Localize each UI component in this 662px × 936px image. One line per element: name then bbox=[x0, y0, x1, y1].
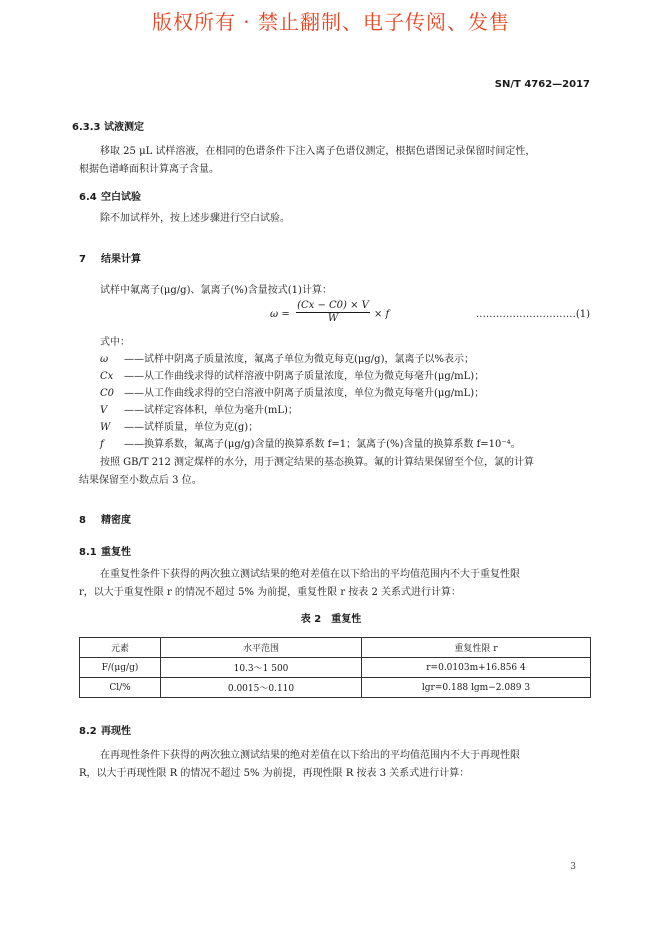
repeatability-table bbox=[79, 637, 591, 698]
variable-description: ——试样定容体积，单位为毫升(mL)； bbox=[124, 405, 298, 416]
formula-denominator: W bbox=[327, 313, 339, 324]
section-number: 8.1 bbox=[79, 547, 97, 558]
table-cell: r=0.0103m+16.856 4 bbox=[362, 658, 591, 678]
paragraph-line: 移取 25 μL 试样溶液，在相同的色谱条件下注入离子色谱仪测定，根据色谱图记录保留时间定性， bbox=[100, 146, 536, 157]
section-number: 7 bbox=[79, 254, 86, 265]
section-title: 重复性 bbox=[101, 547, 131, 558]
table-header-cell: 水平范围 bbox=[161, 638, 362, 658]
table-cell: 10.3～1 500 bbox=[161, 658, 362, 678]
table-row bbox=[80, 658, 591, 678]
variable-symbol: ω bbox=[100, 354, 109, 365]
section-8-heading bbox=[79, 511, 131, 526]
section-6-4-heading bbox=[79, 188, 141, 203]
table-row bbox=[80, 678, 591, 698]
where-label: 式中： bbox=[100, 337, 130, 348]
section-number: 8 bbox=[79, 515, 86, 526]
page-number: 3 bbox=[570, 862, 576, 872]
section-8-2-heading bbox=[79, 722, 131, 737]
paragraph-line: 按照 GB/T 212 测定煤样的水分，用于测定结果的基态换算。氟的计算结果保留至个位，氯的计算 bbox=[100, 457, 534, 468]
section-title: 试液测定 bbox=[104, 122, 144, 133]
formula-rhs: × f bbox=[374, 309, 390, 320]
variable-description: ——试样中阴离子质量浓度，氟离子单位为微克每克(μg/g)，氯离子以%表示； bbox=[124, 354, 474, 365]
section-title: 空白试验 bbox=[101, 192, 141, 203]
section-7-heading bbox=[79, 250, 141, 265]
section-number: 6.4 bbox=[79, 192, 97, 203]
paragraph-line: r，以大于重复性限 r 的情况不超过 5% 为前提，重复性限 r 按表 2 关系式进行计算： bbox=[79, 587, 461, 598]
variable-description: ——从工作曲线求得的空白溶液中阴离子质量浓度，单位为微克每毫升(μg/mL)； bbox=[124, 388, 485, 399]
section-title: 再现性 bbox=[101, 726, 131, 737]
variable-description: ——试样质量，单位为克(g)； bbox=[124, 422, 259, 433]
table-cell: Cl/% bbox=[80, 678, 161, 698]
section-8-1-heading bbox=[79, 543, 131, 558]
paragraph-line: 结果保留至小数点后 3 位。 bbox=[79, 475, 202, 486]
table-cell: F/(μg/g) bbox=[80, 658, 161, 678]
variable-symbol: C0 bbox=[100, 388, 115, 399]
watermark: 版权所有 · 禁止翻制、电子传阅、发售 bbox=[151, 10, 511, 34]
table-cell: 0.0015～0.110 bbox=[161, 678, 362, 698]
paragraph-line: 在重复性条件下获得的两次独立测试结果的绝对差值在以下给出的平均值范围内不大于重复性限 bbox=[100, 569, 520, 580]
formula-fraction bbox=[296, 300, 370, 324]
variable-description: ——从工作曲线求得的试样溶液中阴离子质量浓度，单位为微克每毫升(μg/mL)； bbox=[124, 371, 485, 382]
formula-numerator: (Cx − C0) × V bbox=[297, 300, 369, 311]
variable-symbol: V bbox=[100, 405, 108, 416]
table-cell: lgr=0.188 lgm−2.089 3 bbox=[362, 678, 591, 698]
variable-row bbox=[100, 435, 521, 454]
formula-lhs: ω = bbox=[270, 309, 290, 320]
equation-label: …………………………(1) bbox=[475, 309, 590, 320]
paragraph-line: 根据色谱峰面积计算离子含量。 bbox=[79, 164, 219, 175]
section-number: 8.2 bbox=[79, 726, 97, 737]
standard-number: SN/T 4762—2017 bbox=[494, 79, 590, 90]
variable-symbol: Cx bbox=[100, 371, 114, 382]
table-header-cell: 元素 bbox=[80, 638, 161, 658]
formula-1 bbox=[270, 300, 405, 330]
table-header-row bbox=[80, 638, 591, 658]
section-title: 结果计算 bbox=[101, 254, 141, 265]
variable-symbol: W bbox=[100, 422, 111, 433]
formula-intro: 试样中氟离子(μg/g)、氯离子(%)含量按式(1)计算： bbox=[100, 285, 332, 296]
paragraph-line: 除不加试样外，按上述步骤进行空白试验。 bbox=[100, 213, 290, 224]
paragraph-line: R，以大于再现性限 R 的情况不超过 5% 为前提，再现性限 R 按表 3 关系式进行计算： bbox=[79, 768, 470, 779]
section-number: 6.3.3 bbox=[72, 122, 101, 133]
variable-symbol: f bbox=[100, 439, 104, 450]
section-title: 精密度 bbox=[101, 515, 131, 526]
variable-description: ——换算系数，氟离子(μg/g)含量的换算系数 f=1；氯离子(%)含量的换算系数 f=10⁻⁴。 bbox=[124, 439, 521, 450]
table-caption: 表 2 重复性 bbox=[300, 614, 362, 625]
paragraph-line: 在再现性条件下获得的两次独立测试结果的绝对差值在以下给出的平均值范围内不大于再现性限 bbox=[100, 750, 520, 761]
section-6-3-3-heading bbox=[72, 118, 144, 133]
table-header-cell: 重复性限 r bbox=[362, 638, 591, 658]
